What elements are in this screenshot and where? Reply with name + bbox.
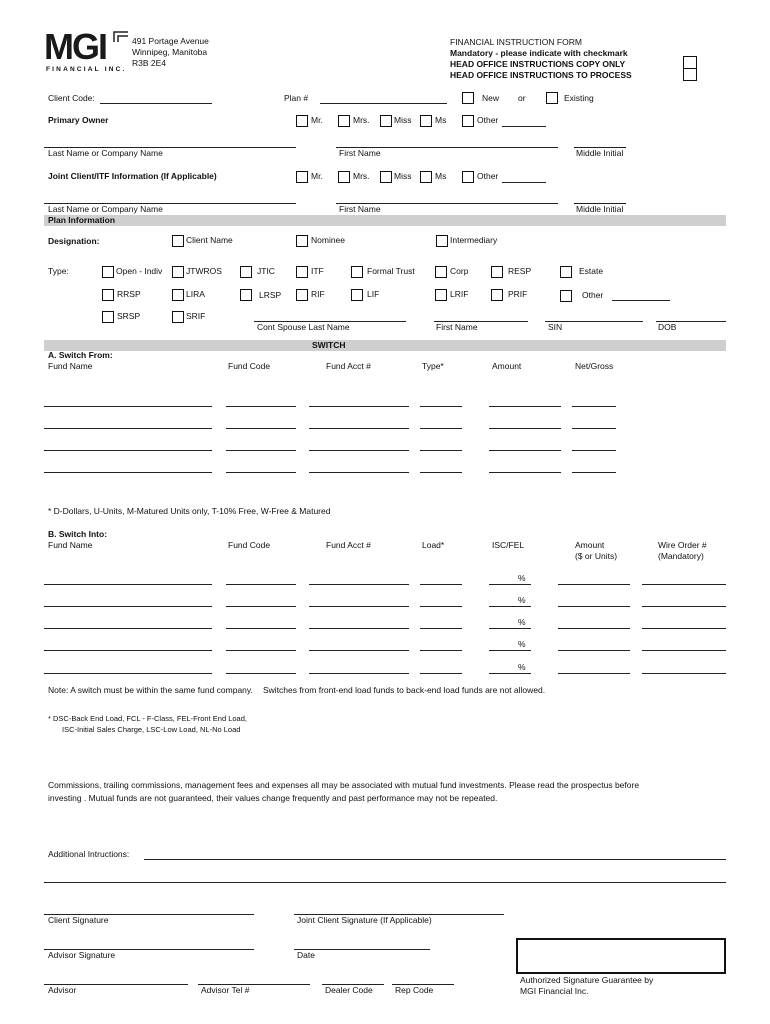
lif-label: LIF [367, 289, 380, 299]
primary-last-name-label: Last Name or Company Name [48, 148, 163, 158]
additional-instructions-field[interactable] [144, 859, 726, 860]
lrif-label: LRIF [450, 289, 469, 299]
joint-last-name-label: Last Name or Company Name [48, 204, 163, 214]
from-fund-name-header: Fund Name [48, 361, 93, 371]
corp-checkbox[interactable] [435, 266, 447, 278]
into-row-5-amount-field[interactable] [558, 673, 630, 674]
into-row-2-fund-acct-field[interactable] [309, 606, 409, 607]
joint-signature-label: Joint Client Signature (If Applicable) [297, 915, 432, 925]
guarantee-label-2: MGI Financial Inc. [520, 986, 589, 996]
plan-number-label: Plan # [284, 93, 309, 103]
from-row-3-fund-name-field[interactable] [44, 450, 212, 451]
into-row-4-percent-sign: % [518, 639, 526, 649]
srif-label: SRIF [186, 311, 206, 321]
from-net-gross-header: Net/Gross [575, 361, 614, 371]
plan-information-heading: Plan Information [48, 215, 116, 225]
existing-label: Existing [564, 93, 594, 103]
into-row-3-wire-order-field[interactable] [642, 628, 726, 629]
dob-label: DOB [658, 322, 677, 332]
primary-mr-checkbox[interactable] [296, 115, 308, 127]
into-row-4-load-field[interactable] [420, 650, 462, 651]
from-type-header: Type* [422, 361, 444, 371]
primary-mrs-label: Mrs. [353, 115, 370, 125]
dealer-code-label: Dealer Code [325, 985, 373, 995]
into-row-2-wire-order-field[interactable] [642, 606, 726, 607]
rrsp-checkbox[interactable] [102, 289, 114, 301]
switch-note-2: Switches from front-end load funds to back-end load funds are not allowed. [263, 685, 546, 695]
into-row-3-isc-fel-field[interactable] [489, 628, 531, 629]
into-load-header: Load* [422, 540, 445, 550]
from-row-4-amount-field[interactable] [489, 472, 561, 473]
joint-mr-label: Mr. [311, 171, 323, 181]
client-signature-label: Client Signature [48, 915, 109, 925]
existing-checkbox[interactable] [546, 92, 558, 104]
into-row-5-wire-order-field[interactable] [642, 673, 726, 674]
primary-first-name-label: First Name [339, 148, 381, 158]
from-row-1-amount-field[interactable] [489, 406, 561, 407]
from-row-4-fund-name-field[interactable] [44, 472, 212, 473]
into-row-3-amount-field[interactable] [558, 628, 630, 629]
nominee-checkbox[interactable] [296, 235, 308, 247]
primary-mr-label: Mr. [311, 115, 323, 125]
switch-bar [44, 340, 726, 351]
from-row-2-fund-code-field[interactable] [226, 428, 296, 429]
guarantee-label-1: Authorized Signature Guarantee by [520, 975, 654, 985]
from-row-4-fund-acct-field[interactable] [309, 472, 409, 473]
nominee-label: Nominee [311, 235, 346, 245]
into-row-2-isc-fel-field[interactable] [489, 606, 531, 607]
signature-guarantee-box[interactable] [516, 938, 726, 974]
into-wire-header: Wire Order # [658, 540, 707, 550]
plan-other-field[interactable] [612, 300, 670, 301]
into-row-4-wire-order-field[interactable] [642, 650, 726, 651]
from-row-4-type-field[interactable] [420, 472, 462, 473]
from-row-3-amount-field[interactable] [489, 450, 561, 451]
primary-miss-checkbox[interactable] [380, 115, 392, 127]
into-fund-code-header: Fund Code [228, 540, 271, 550]
into-wire-sub-header: (Mandatory) [658, 551, 704, 561]
primary-miss-label: Miss [394, 115, 412, 125]
into-row-5-load-field[interactable] [420, 673, 462, 674]
from-row-3-type-field[interactable] [420, 450, 462, 451]
jtwros-checkbox[interactable] [172, 266, 184, 278]
srif-checkbox[interactable] [172, 311, 184, 323]
type-label: Type: [48, 266, 69, 276]
mandatory-note: Mandatory - please indicate with checkmark [450, 48, 628, 58]
date-label: Date [297, 950, 315, 960]
resp-checkbox[interactable] [491, 266, 503, 278]
from-row-2-fund-name-field[interactable] [44, 428, 212, 429]
into-row-4-fund-acct-field[interactable] [309, 650, 409, 651]
into-row-1-wire-order-field[interactable] [642, 584, 726, 585]
sin-label: SIN [548, 322, 563, 332]
primary-other-field[interactable] [502, 126, 546, 127]
from-row-1-type-field[interactable] [420, 406, 462, 407]
primary-ms-label: Ms [435, 115, 447, 125]
into-row-3-load-field[interactable] [420, 628, 462, 629]
from-row-2-type-field[interactable] [420, 428, 462, 429]
address-line-3: R3B 2E4 [132, 58, 167, 68]
into-row-1-fund-code-field[interactable] [226, 584, 296, 585]
into-row-2-fund-code-field[interactable] [226, 606, 296, 607]
plan-number-field[interactable] [320, 103, 447, 104]
ho-copy-label: HEAD OFFICE INSTRUCTIONS COPY ONLY [450, 59, 626, 69]
from-row-1-fund-name-field[interactable] [44, 406, 212, 407]
jtic-label: JTIC [257, 266, 275, 276]
logo-mark-icon [112, 30, 132, 44]
joint-mrs-label: Mrs. [353, 171, 370, 181]
into-row-4-fund-code-field[interactable] [226, 650, 296, 651]
disclaimer-line-2: investing . Mutual funds are not guaranteed, their values change frequently and past performance may not be repeated. [48, 793, 498, 803]
address-line-2: Winnipeg, Manitoba [132, 47, 208, 57]
cont-spouse-last-name-label: Cont Spouse Last Name [257, 322, 350, 332]
intermediary-label: Intermediary [450, 235, 498, 245]
client-code-field[interactable] [100, 103, 212, 104]
into-row-2-load-field[interactable] [420, 606, 462, 607]
intermediary-checkbox[interactable] [436, 235, 448, 247]
from-row-2-fund-acct-field[interactable] [309, 428, 409, 429]
joint-middle-label: Middle Initial [576, 204, 624, 214]
joint-client-label: Joint Client/ITF Information (If Applicable) [48, 171, 217, 181]
prif-label: PRIF [508, 289, 528, 299]
into-row-1-fund-acct-field[interactable] [309, 584, 409, 585]
new-checkbox[interactable] [462, 92, 474, 104]
client-name-label: Client Name [186, 235, 233, 245]
rif-checkbox[interactable] [296, 289, 308, 301]
logo-text: MGI [44, 26, 106, 67]
into-isc-fel-header: ISC/FEL [492, 540, 525, 550]
into-amount-header: Amount [575, 540, 605, 550]
from-row-4-net-gross-field[interactable] [572, 472, 616, 473]
load-footnote-2: ISC-Initial Sales Charge, LSC-Low Load, NL-No Load [62, 725, 241, 734]
corp-label: Corp [450, 266, 469, 276]
into-row-3-fund-acct-field[interactable] [309, 628, 409, 629]
itf-checkbox[interactable] [296, 266, 308, 278]
srsp-label: SRSP [117, 311, 141, 321]
joint-miss-label: Miss [394, 171, 412, 181]
advisor-tel-label: Advisor Tel # [201, 985, 250, 995]
into-row-5-fund-acct-field[interactable] [309, 673, 409, 674]
into-row-3-fund-name-field[interactable] [44, 628, 212, 629]
into-row-5-fund-code-field[interactable] [226, 673, 296, 674]
srsp-checkbox[interactable] [102, 311, 114, 323]
jtic-checkbox[interactable] [240, 266, 252, 278]
open-indiv-label: Open - Indiv [116, 266, 163, 276]
into-row-1-percent-sign: % [518, 573, 526, 583]
joint-other-field[interactable] [502, 182, 546, 183]
disclaimer-line-1: Commissions, trailing commissions, management fees and expenses all may be associated with mutual fund investments. Please read the prospectus before [48, 780, 640, 790]
lira-checkbox[interactable] [172, 289, 184, 301]
from-row-1-fund-acct-field[interactable] [309, 406, 409, 407]
into-row-4-isc-fel-field[interactable] [489, 650, 531, 651]
formal-trust-checkbox[interactable] [351, 266, 363, 278]
into-row-1-amount-field[interactable] [558, 584, 630, 585]
or-label: or [518, 93, 526, 103]
joint-mr-checkbox[interactable] [296, 171, 308, 183]
into-row-2-percent-sign: % [518, 595, 526, 605]
estate-checkbox[interactable] [560, 266, 572, 278]
open-indiv-checkbox[interactable] [102, 266, 114, 278]
into-amount-sub-header: ($ or Units) [575, 551, 618, 561]
type-footnote: * D-Dollars, U-Units, M-Matured Units only, T-10% Free, W-Free & Matured [48, 506, 331, 516]
into-row-3-fund-code-field[interactable] [226, 628, 296, 629]
primary-ms-checkbox[interactable] [420, 115, 432, 127]
prif-checkbox[interactable] [491, 289, 503, 301]
plan-information-bar [44, 215, 726, 226]
designation-label: Designation: [48, 236, 100, 246]
spouse-first-name-label: First Name [436, 322, 478, 332]
primary-other-label: Other [477, 115, 499, 125]
from-row-3-fund-code-field[interactable] [226, 450, 296, 451]
into-row-1-isc-fel-field[interactable] [489, 584, 531, 585]
plan-other-label: Other [582, 290, 604, 300]
from-row-1-fund-code-field[interactable] [226, 406, 296, 407]
estate-label: Estate [579, 266, 604, 276]
into-row-1-load-field[interactable] [420, 584, 462, 585]
rif-label: RIF [311, 289, 325, 299]
joint-ms-label: Ms [435, 171, 447, 181]
primary-middle-label: Middle Initial [576, 148, 624, 158]
client-code-label: Client Code: [48, 93, 95, 103]
formal-trust-label: Formal Trust [367, 266, 415, 276]
ho-process-label: HEAD OFFICE INSTRUCTIONS TO PROCESS [450, 70, 632, 80]
from-row-3-fund-acct-field[interactable] [309, 450, 409, 451]
into-row-5-percent-sign: % [518, 662, 526, 672]
from-row-3-net-gross-field[interactable] [572, 450, 616, 451]
from-row-4-fund-code-field[interactable] [226, 472, 296, 473]
lrsp-label: LRSP [259, 290, 282, 300]
from-row-2-amount-field[interactable] [489, 428, 561, 429]
into-row-4-fund-name-field[interactable] [44, 650, 212, 651]
lrsp-checkbox[interactable] [240, 289, 252, 301]
new-label: New [482, 93, 500, 103]
ho-process-checkbox[interactable] [683, 68, 697, 81]
switch-heading: SWITCH [312, 340, 346, 350]
into-fund-name-header: Fund Name [48, 540, 93, 550]
joint-ms-checkbox[interactable] [420, 171, 432, 183]
into-row-3-percent-sign: % [518, 617, 526, 627]
lira-label: LIRA [186, 289, 205, 299]
from-row-2-net-gross-field[interactable] [572, 428, 616, 429]
rep-code-label: Rep Code [395, 985, 434, 995]
from-fund-acct-header: Fund Acct # [326, 361, 371, 371]
lrif-checkbox[interactable] [435, 289, 447, 301]
jtwros-label: JTWROS [186, 266, 222, 276]
into-row-5-fund-name-field[interactable] [44, 673, 212, 674]
rrsp-label: RRSP [117, 289, 141, 299]
primary-owner-label: Primary Owner [48, 115, 109, 125]
itf-label: ITF [311, 266, 324, 276]
logo-subtitle: FINANCIAL INC. [46, 66, 127, 73]
into-row-2-fund-name-field[interactable] [44, 606, 212, 607]
from-fund-code-header: Fund Code [228, 361, 271, 371]
joint-first-name-label: First Name [339, 204, 381, 214]
into-fund-acct-header: Fund Acct # [326, 540, 371, 550]
switch-note: Note: A switch must be within the same fund company. [48, 685, 253, 695]
additional-instructions-label: Additional Intructions: [48, 849, 130, 859]
mgi-logo [44, 26, 130, 76]
load-footnote-1: * DSC-Back End Load, FCL - F-Class, FEL-Front End Load, [48, 714, 247, 723]
advisor-label: Advisor [48, 985, 77, 995]
into-row-2-amount-field[interactable] [558, 606, 630, 607]
plan-other-checkbox[interactable] [560, 290, 572, 302]
joint-miss-checkbox[interactable] [380, 171, 392, 183]
switch-into-title: B. Switch Into: [48, 529, 108, 539]
joint-other-checkbox[interactable] [462, 171, 474, 183]
into-row-5-isc-fel-field[interactable] [489, 673, 531, 674]
advisor-signature-label: Advisor Signature [48, 950, 116, 960]
from-amount-header: Amount [492, 361, 522, 371]
form-title: FINANCIAL INSTRUCTION FORM [450, 37, 582, 47]
additional-instructions-field-2[interactable] [44, 882, 726, 883]
address-line-1: 491 Portage Avenue [132, 36, 209, 46]
primary-other-checkbox[interactable] [462, 115, 474, 127]
joint-mrs-checkbox[interactable] [338, 171, 350, 183]
joint-other-label: Other [477, 171, 499, 181]
into-row-4-amount-field[interactable] [558, 650, 630, 651]
into-row-1-fund-name-field[interactable] [44, 584, 212, 585]
client-name-checkbox[interactable] [172, 235, 184, 247]
from-row-1-net-gross-field[interactable] [572, 406, 616, 407]
lif-checkbox[interactable] [351, 289, 363, 301]
primary-mrs-checkbox[interactable] [338, 115, 350, 127]
resp-label: RESP [508, 266, 532, 276]
switch-from-title: A. Switch From: [48, 350, 113, 360]
